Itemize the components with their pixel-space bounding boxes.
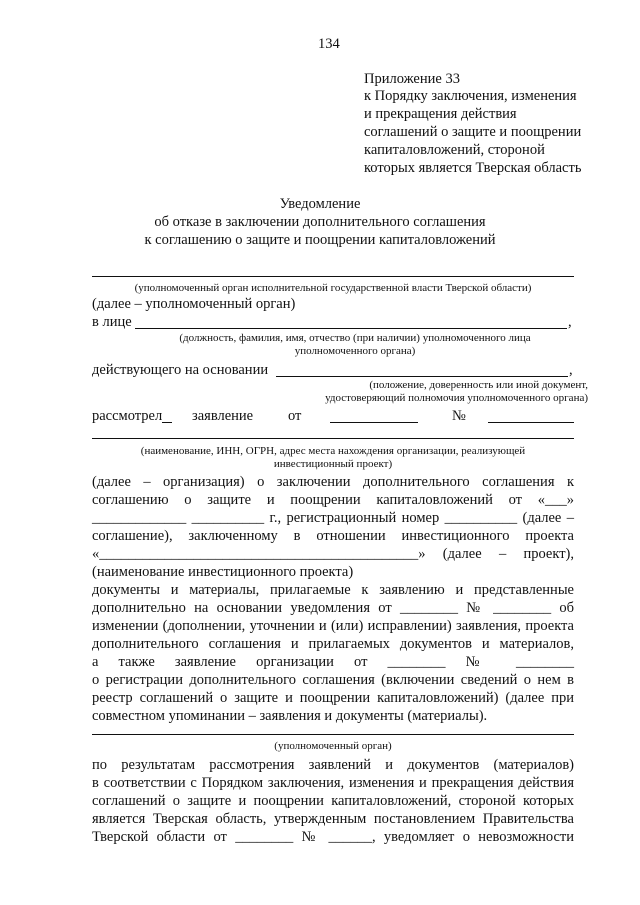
body-line: _____________ __________ г., регистрационный номер __________ (далее – [92, 510, 574, 526]
in-person-label: в лице [92, 314, 132, 330]
number-sign: № [452, 408, 466, 424]
body-line: (далее – организация) о заключении дополнительного соглашения к [92, 474, 574, 490]
body-line: о регистрации дополнительного соглашения (включении сведений о нем в [92, 672, 574, 688]
body-line: а также заявление организации от ________ № ________ [92, 654, 574, 670]
body-line: «____________________________________________» (далее – проект), [92, 546, 574, 562]
body-line: реестр соглашений о защите и поощрении капиталовложений) (далее при [92, 690, 574, 706]
authority-short-fill-line [92, 734, 574, 735]
acting-basis-label: действующего на основании [92, 362, 269, 378]
basis-hint-2: удостоверяющий полномочия уполномоченного органа) [325, 392, 588, 404]
appendix-line: соглашений о защите и поощрении [364, 124, 582, 140]
person-hint-1: (должность, фамилия, имя, отчество (при наличии) уполномоченного лица [179, 332, 531, 344]
basis-hint-1: (положение, доверенность или иной документ, [369, 379, 588, 391]
authority-fill-line [92, 276, 574, 277]
body-line: соглашению о защите и поощрении капиталовложений от «___» [92, 492, 574, 508]
project-name-hint: (наименование инвестиционного проекта) [92, 564, 354, 580]
person-hint-2: уполномоченного органа) [294, 345, 416, 357]
authority-short-hint: (уполномоченный орган) [274, 740, 392, 752]
number-fill-line [488, 422, 574, 423]
title-line: Уведомление [279, 196, 361, 212]
final-line: по результатам рассмотрения заявлений и документов (материалов) [92, 757, 574, 773]
body-line: совместном упоминании – заявления и документы (материалы). [92, 708, 488, 724]
final-line: соглашений о защите и поощрении капиталовложений, стороной которых [92, 793, 574, 809]
appendix-line: которых является Тверская область [364, 160, 582, 176]
application-label: заявление [192, 408, 254, 424]
date-fill-line [330, 422, 418, 423]
organization-fill-line [92, 438, 574, 439]
final-line: в соответствии с Порядком заключения, изменения и прекращения действия [92, 775, 574, 791]
title-line: к соглашению о защите и поощрении капиталовложений [144, 232, 496, 248]
body-line: изменении (дополнении, уточнении и (или) исправлении) заявления, проекта [92, 618, 574, 634]
from-label: от [288, 408, 302, 424]
organization-hint-2: инвестиционный проект) [273, 458, 393, 470]
authority-hint: (уполномоченный орган исполнительной государственной власти Тверской области) [134, 282, 532, 294]
appendix-line: к Порядку заключения, изменения [364, 88, 577, 104]
final-line: является Тверская область, утвержденным постановлением Правительства [92, 811, 574, 827]
appendix-line: капиталовложений, стороной [364, 142, 545, 158]
person-fill-line [135, 328, 567, 329]
body-line: дополнительного соглашения и прилагаемых документов и материалов, [92, 636, 574, 652]
appendix-line: и прекращения действия [364, 106, 517, 122]
body-line: дополнительно на основании уведомления от ________ № ________ об [92, 600, 574, 616]
basis-fill-line [276, 376, 568, 377]
organization-hint-1: (наименование, ИНН, ОГРН, адрес места нахождения организации, реализующей [140, 445, 526, 457]
body-line: документы и материалы, прилагаемые к заявлению и представленные [92, 582, 574, 598]
appendix-line: Приложение 33 [364, 71, 460, 87]
reviewed-label: рассмотрел [92, 408, 163, 424]
page-number: 134 [318, 36, 340, 52]
authority-alias: (далее – уполномоченный орган) [92, 296, 296, 312]
title-line: об отказе в заключении дополнительного соглашения [154, 214, 486, 230]
body-line: соглашение), заключенному в отношении инвестиционного проекта [92, 528, 574, 544]
final-line: Тверской области от ________ № ______, уведомляет о невозможности [92, 829, 574, 845]
